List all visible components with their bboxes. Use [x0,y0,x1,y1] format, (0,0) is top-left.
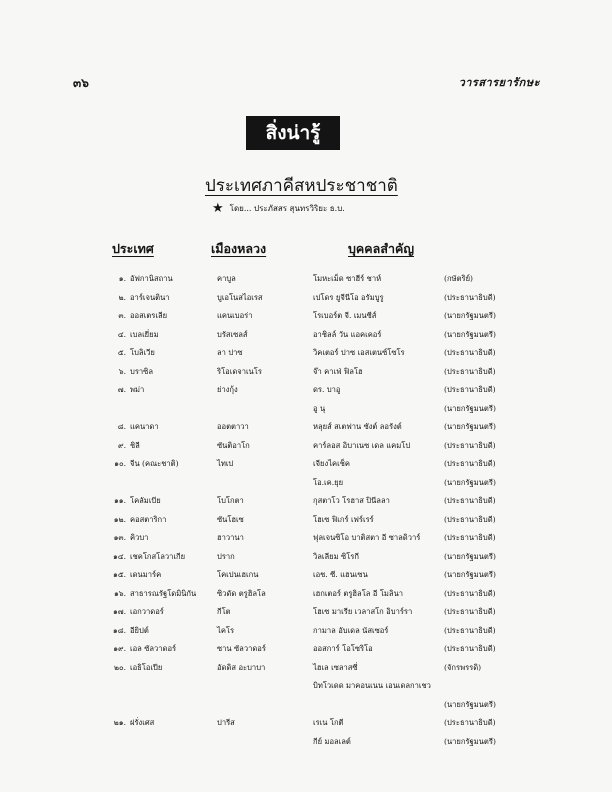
person-title: (ประธานาธิบดี) [444,588,496,598]
country-name: โบลิเวีย [130,348,155,357]
person-name: โฮเซ ฟิเกร์ เฟร์เรร์ [313,514,374,524]
person-title: (ประธานาธิบดี) [444,718,496,727]
row-number: ๑๓. [113,533,126,542]
row-number: ๑๕. [113,570,126,579]
table-row [0,437,612,456]
person-name: กุสตาโว โรฮาส ปินีลลา [313,496,390,505]
row-number: ๒๑. [113,718,126,727]
capital-name: บรัสเซลส์ [217,329,248,339]
country-name: จีน (คณะชาติ) [130,459,179,468]
table-row [0,529,612,548]
country-name: อียิปต์ [130,625,149,635]
person-name: คาร์ลอส อิบาเนซ เดล แคมโป [313,440,411,450]
capital-name: ลา ปาซ [217,348,243,357]
person-title: (ประธานาธิบดี) [444,514,496,524]
country-name: เอธิโอเปีย [130,662,163,672]
country-name: บราซิล [130,366,153,376]
country-name: อัฟกานิสถาน [130,274,173,283]
person-title: (นายกรัฐมนตรี) [444,699,496,709]
person-name: กีย์ มอลเลต์ [313,736,351,746]
person-name: ฟุลเจนซิโอ บาติสตา อี ซาลดิวาร์ [313,533,421,542]
country-name: พม่า [130,385,145,394]
capital-name: ไทเป [217,459,234,468]
person-title: (ประธานาธิบดี) [444,292,496,302]
person-name: โฮเซ มาเรีย เวลาสโก อิบาร์รา [313,607,413,616]
person-title: (นายกรัฐมนตรี) [444,477,496,487]
person-title: (นายกรัฐมนตรี) [444,403,496,413]
table-row [0,659,612,678]
person-name: หลุยส์ สเตฟาน ซังต์ ลอรังต์ [313,422,402,431]
country-name: สาธารณรัฐโดมินิกัน [130,588,197,598]
capital-name: แคนเบอร่า [217,311,253,320]
capital-name: ปราก [217,551,235,561]
person-title: (จักรพรรดิ) [444,662,482,672]
row-number: ๑๗. [113,607,126,616]
person-title: (นายกรัฐมนตรี) [444,551,496,561]
table-row [0,603,612,622]
person-title: (ประธานาธิบดี) [444,348,496,357]
country-name: เอกวาดอร์ [130,607,164,616]
row-number: ๗. [117,385,126,394]
capital-name: ซาน ซัลวาดอร์ [217,644,266,653]
capital-name: ฮาวานา [217,533,244,542]
table-row [0,474,612,493]
person-name: เจียงไคเช็ค [313,459,350,468]
table-row [0,363,612,382]
capital-name: ย่างกุ้ง [217,385,238,394]
person-title: (นายกรัฐมนตรี) [444,736,496,746]
capital-name: กีโต [217,607,231,616]
country-name: โคลัมเบีย [130,496,161,505]
capital-name: คาบูล [217,274,236,283]
country-name: คิวบา [130,533,149,542]
person-title: (ประธานาธิบดี) [444,607,496,616]
capital-name: บูเอโนสไอเรส [217,292,263,302]
person-name: โอ.เค.ยุย [313,477,344,487]
table-row [0,511,612,530]
person-title: (ประธานาธิบดี) [444,644,496,653]
table-row [0,289,612,308]
row-number: ๑๑. [113,496,126,505]
row-number: ๑๒. [113,514,126,524]
person-title: (ประธานาธิบดี) [444,366,496,376]
article-title: ประเทศภาคีสหประชาชาติ [205,176,398,196]
column-header-person: บุคคลสำคัญ [348,241,414,256]
table-row [0,622,612,641]
column-header-country: ประเทศ [112,241,154,256]
country-name: ชิลี [130,440,140,450]
row-number: ๒๐. [113,662,126,672]
table-row [0,548,612,567]
capital-name: ริโอเดจาเนโร [217,366,262,376]
table-row [0,696,612,715]
person-title: (ประธานาธิบดี) [444,625,496,635]
capital-name: ซันโฮเซ [217,514,244,524]
row-number: ๔. [117,329,126,339]
country-name: เอล ซัลวาดอร์ [130,644,177,653]
person-name: เปโดร ยูจีนีโอ อรัมบูรู [313,292,384,302]
person-title: (ประธานาธิบดี) [444,459,496,468]
person-name: ดร. บาอู [313,385,341,394]
section-banner: สิ่งน่ารู้ [246,116,340,150]
capital-name: ซันติอาโก [217,440,250,450]
country-name: เบลเยี่ยม [130,329,159,339]
table-row [0,455,612,474]
byline [212,202,345,215]
person-title: (นายกรัฐมนตรี) [444,329,496,339]
row-number: ๑๙. [113,644,126,653]
person-name: เอช. ซี. แฮนเซน [313,570,368,579]
table-row [0,344,612,363]
country-name: เดนมาร์ค [130,570,162,579]
table-row [0,400,612,419]
person-title: (นายกรัฐมนตรี) [444,311,496,320]
person-title: (ประธานาธิบดี) [444,533,496,542]
person-title: (กษัตริย์) [444,274,473,283]
row-number: ๑๖. [113,588,126,598]
person-name: อู นุ [313,403,326,413]
row-number: ๑๐. [114,459,126,468]
row-number: ๘. [117,422,126,431]
table-row [0,677,612,696]
capital-name: อัดดิส อะบาบา [217,662,266,672]
person-name: ไฮเล เซลาสซี่ [313,662,358,672]
row-number: ๙. [118,440,126,450]
row-number: ๕. [117,348,126,357]
country-name: คอสตาริกา [130,514,167,524]
row-number: ๖. [118,366,126,376]
person-name: โมหะเม็ด ซาฮีร์ ชาห์ [313,274,382,283]
table-row [0,381,612,400]
table-row [0,492,612,511]
column-header-capital: เมืองหลวง [211,241,267,256]
capital-name: ไคโร [217,625,235,635]
page-number: ๓๖ [73,76,89,90]
country-table [0,270,612,751]
person-title: (ประธานาธิบดี) [444,385,496,394]
table-row [0,307,612,326]
capital-name: ซิวดัด ตรูฮิลโล [217,588,266,598]
person-name: วิลเลียม ซิโรกี [313,551,359,561]
capital-name: ปารีส [217,718,235,727]
table-row [0,640,612,659]
table-row [0,733,612,752]
person-title: (ประธานาธิบดี) [444,496,496,505]
person-name: เรเน โกตี [313,718,344,727]
country-name: แคนาดา [130,422,159,431]
byline-text: โดย... ประภัสสร สุนทรวิริยะ ธ.บ. [229,204,345,213]
person-name: โรเบอร์ต จี. เมนซีส์ [313,311,377,320]
person-name: ออสการ์ โอโซริโอ [313,644,373,653]
person-name: จ๊า คาเฟ่ ฟิลโฮ [313,366,363,376]
person-name: บิทโวเดด มาคอนเนน เอนเดลกาเชว [313,681,431,690]
journal-name: วารสารยารักษะ [458,76,540,89]
capital-name: ออตตาวา [217,422,249,431]
person-name: เฮกเตอร์ ตรูฮิลโล อี โมลินา [313,588,404,598]
row-number: ๑. [118,274,126,283]
table-row [0,585,612,604]
table-row [0,714,612,733]
person-title: (นายกรัฐมนตรี) [444,570,496,579]
person-name: วิคเตอร์ ปาซ เอสเตนซ์โซโร [313,348,405,357]
person-title: (นายกรัฐมนตรี) [444,422,496,431]
country-name: ฝรั่งเศส [130,718,155,727]
country-name: ออสเตรเลีย [130,311,168,320]
person-name: อาชิลล์ วัน แอคเคอร์ [313,329,382,339]
person-name: กามาล อับเดล นัสเซอร์ [313,625,389,635]
country-name: เชคโกสโลวาเกีย [130,551,186,561]
row-number: ๑๘. [112,625,126,635]
capital-name: โคเปนเฮเกน [217,570,259,579]
country-name: อาร์เจนตินา [130,292,170,302]
capital-name: โบโกตา [217,496,244,505]
row-number: ๒. [118,292,126,302]
row-number: ๓. [118,311,126,320]
table-row [0,326,612,345]
table-row [0,566,612,585]
row-number: ๑๔. [113,551,126,561]
table-row [0,418,612,437]
table-row [0,270,612,289]
star-icon: ★ [212,201,224,216]
person-title: (ประธานาธิบดี) [444,440,496,450]
